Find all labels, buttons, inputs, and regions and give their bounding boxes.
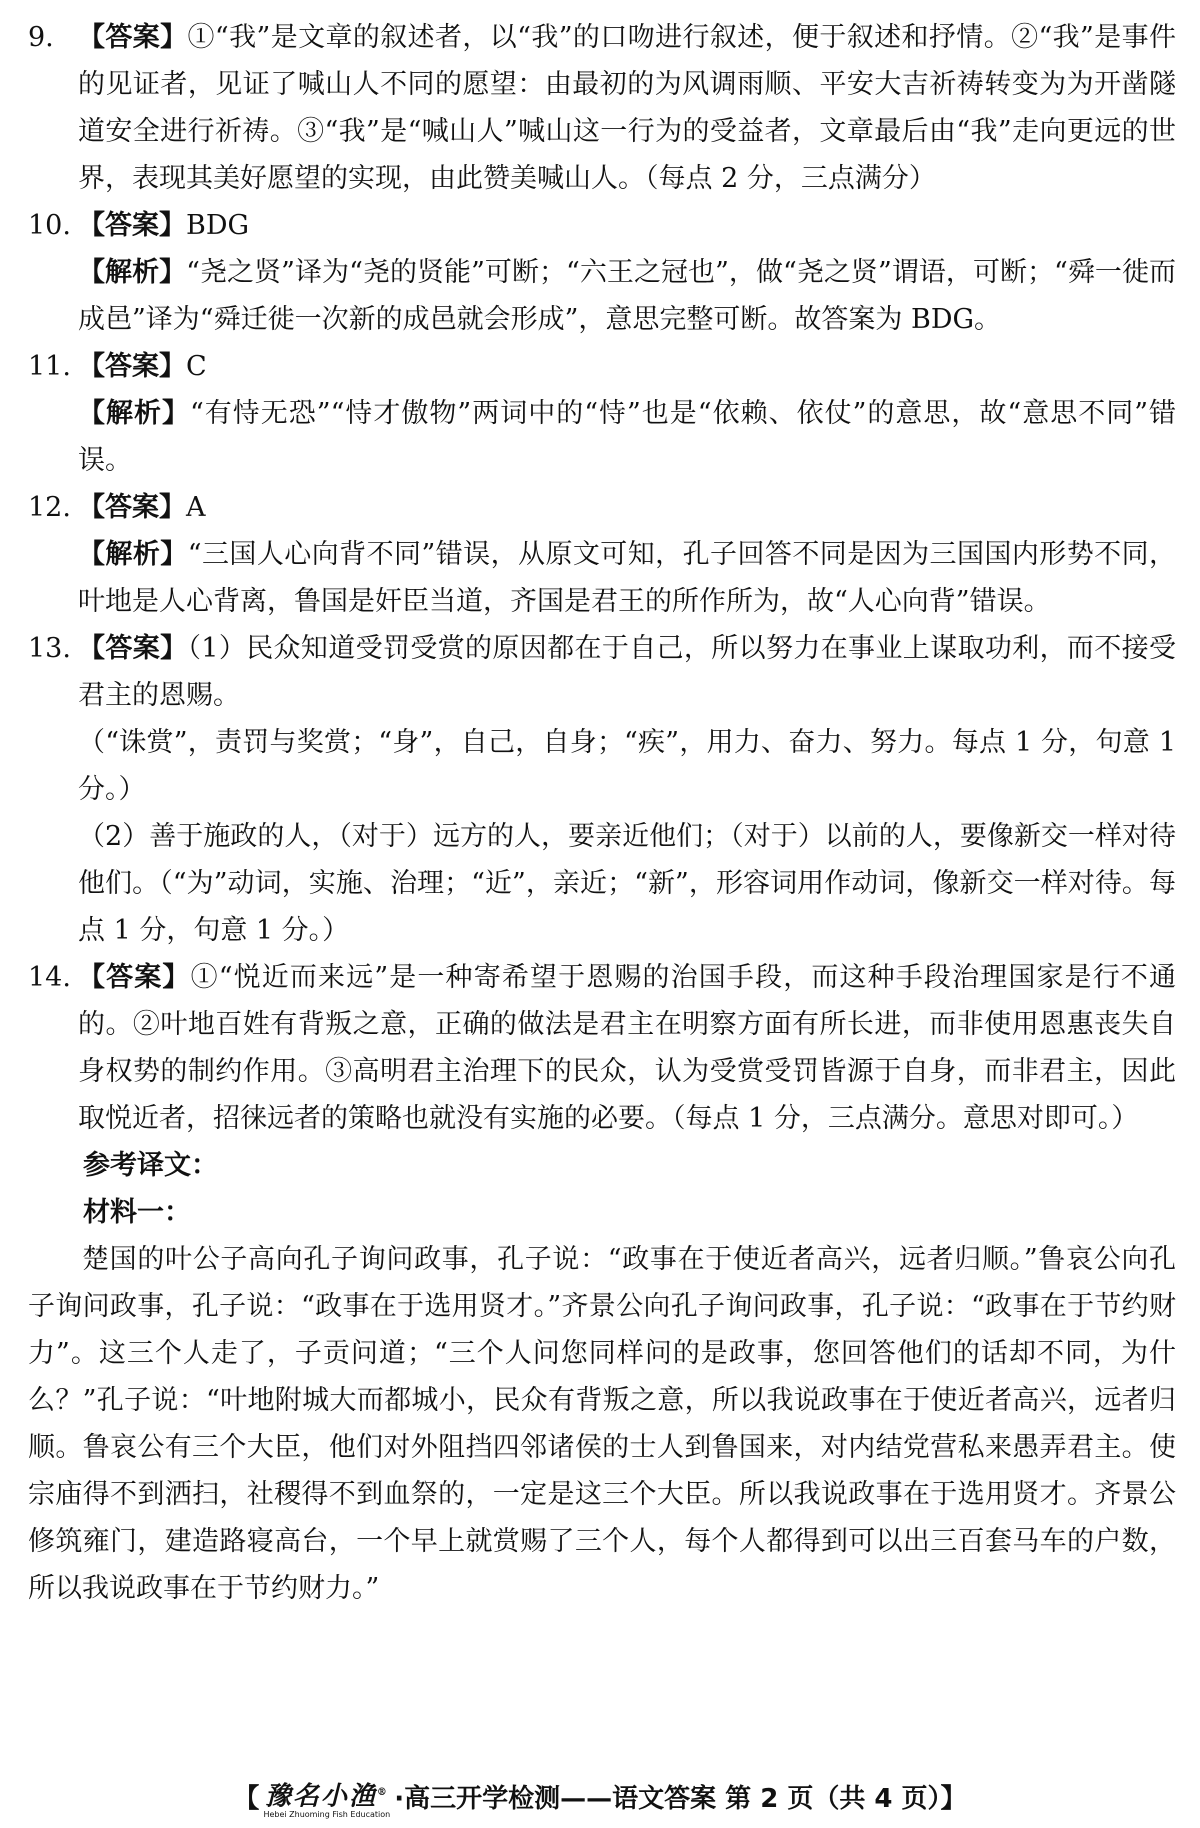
answer-text: A: [186, 492, 206, 523]
logo-text: 豫名小渔: [264, 1781, 377, 1812]
answer-line: [78, 202, 1176, 249]
answer-label: 【答案】: [78, 210, 186, 241]
question-item: [28, 202, 1176, 343]
page-footer: [0, 1778, 1200, 1819]
answer-text: （“诛赏”，责罚与奖赏；“身”，自己，自身；“疾”，用力、奋力、努力。每点 1 分，句意 1 分。）: [78, 727, 1176, 805]
answer-label: 【答案】: [78, 22, 188, 53]
logo-subtitle: Hebei Zhuoming Fish Education: [263, 1809, 391, 1819]
answer-text: （1）民众知道受罚受赏的原因都在于自己，所以努力在事业上谋取功利，而不接受君主的恩赐。: [78, 633, 1176, 711]
answer-label: 【答案】: [78, 962, 191, 993]
logo-mark: ®: [376, 1787, 389, 1799]
answer-label: 【解析】: [78, 539, 188, 570]
answer-text: ①“我”是文章的叙述者，以“我”的口吻进行叙述，便于叙述和抒情。②“我”是事件的见证者，见证了喊山人不同的愿望：由最初的为风调雨顺、平安大吉祈祷转变为为开凿隧道安全进行祈祷。③“我”是“喊山人”喊山这一行为的受益者，文章最后由“我”走向更远的世界，表现其美好愿望的实现，由此赞美喊山人。（每点 2 分，三点满分）: [78, 22, 1176, 194]
answer-line: [78, 343, 1176, 390]
publisher-logo: [263, 1780, 390, 1819]
answer-text: ①“悦近而来远”是一种寄希望于恩赐的治国手段，而这种手段治理国家是行不通的。②叶地百姓有背叛之意，正确的做法是君主在明察方面有所长进，而非使用恩惠丧失自身权势的制约作用。③高明君主治理下的民众，认为受赏受罚皆源于自身，而非君主，因此取悦近者，招徕远者的策略也就没有实施的必要。（每点 1 分，三点满分。意思对即可。）: [78, 962, 1177, 1134]
answer-line: [78, 390, 1176, 484]
translation-paragraph: 楚国的叶公子高向孔子询问政事，孔子说：“政事在于使近者高兴，远者归顺。”鲁哀公向孔子询问政事，孔子说：“政事在于选用贤才。”齐景公向孔子询问政事，孔子说：“政事在于节约财力”。这三个人走了，子贡问道；“三个人问您同样问的是政事，您回答他们的话却不同，为什么？”孔子说：“叶地附城大而都城小，民众有背叛之意，所以我说政事在于使近者高兴，远者归顺。鲁哀公有三个大臣，他们对外阻挡四邻诸侯的士人到鲁国来，对内结党营私来愚弄君主。使宗庙得不到洒扫，社稷得不到血祭的，一定是这三个大臣。所以我说政事在于选用贤才。齐景公修筑雍门，建造路寝高台，一个早上就赏赐了三个人，每个人都得到可以出三百套马车的户数，所以我说政事在于节约财力。”: [28, 1244, 1176, 1604]
question-number: 9.: [28, 22, 54, 53]
material-one-label: 材料一：: [83, 1197, 191, 1228]
question-number: 11.: [28, 351, 71, 382]
answer-label: 【答案】: [78, 492, 186, 523]
question-item: [28, 14, 1176, 202]
answer-text: “三国人心向背不同”错误，从原文可知，孔子回答不同是因为三国国内形势不同，叶地是人心背离，鲁国是奸臣当道，齐国是君王的所作所为，故“人心向背”错误。: [78, 539, 1177, 617]
reference-translation-heading: 参考译文：: [83, 1150, 218, 1181]
answer-text: BDG: [186, 210, 250, 241]
answer-text: C: [186, 351, 207, 382]
answer-line: [78, 954, 1176, 1142]
footer-close-bracket: 】: [940, 1784, 967, 1814]
answer-text: （2）善于施政的人，（对于）远方的人，要亲近他们；（对于）以前的人，要像新交一样对待他们。（“为”动词，实施、治理；“近”，亲近；“新”，形容词用作动词，像新交一样对待。每点 1 分，句意 1 分。）: [78, 821, 1176, 946]
answer-line: [78, 625, 1176, 719]
question-number: 10.: [28, 210, 71, 241]
question-item: [28, 625, 1176, 954]
answer-label: 【答案】: [78, 351, 186, 382]
question-item: [28, 484, 1176, 625]
answer-line: [78, 531, 1176, 625]
answer-text: “尧之贤”译为“尧的贤能”可断；“六王之冠也”，做“尧之贤”谓语，可断；“舜一徙而成邑”译为“舜迁徙一次新的成邑就会形成”，意思完整可断。故答案为 BDG。: [78, 257, 1176, 335]
question-number: 12.: [28, 492, 71, 523]
answer-line: [78, 719, 1176, 813]
answer-label: 【答案】: [78, 633, 188, 664]
question-number: 14.: [28, 962, 71, 993]
question-item: [28, 954, 1176, 1142]
answer-label: 【解析】: [78, 398, 190, 429]
answer-line: [78, 249, 1176, 343]
answer-line: [78, 813, 1176, 954]
answer-text: “有恃无恐”“恃才傲物”两词中的“恃”也是“依赖、依仗”的意思，故“意思不同”错误。: [78, 398, 1177, 476]
footer-open-bracket: 【: [233, 1784, 260, 1814]
footer-exam-title: ·高三开学检测——语文答案 第 2 页（共 4 页）: [394, 1784, 941, 1814]
answer-label: 【解析】: [78, 257, 187, 288]
answer-document: [28, 14, 1176, 1612]
question-number: 13.: [28, 633, 71, 664]
answer-line: [78, 14, 1176, 202]
question-item: [28, 343, 1176, 484]
answer-line: [78, 484, 1176, 531]
